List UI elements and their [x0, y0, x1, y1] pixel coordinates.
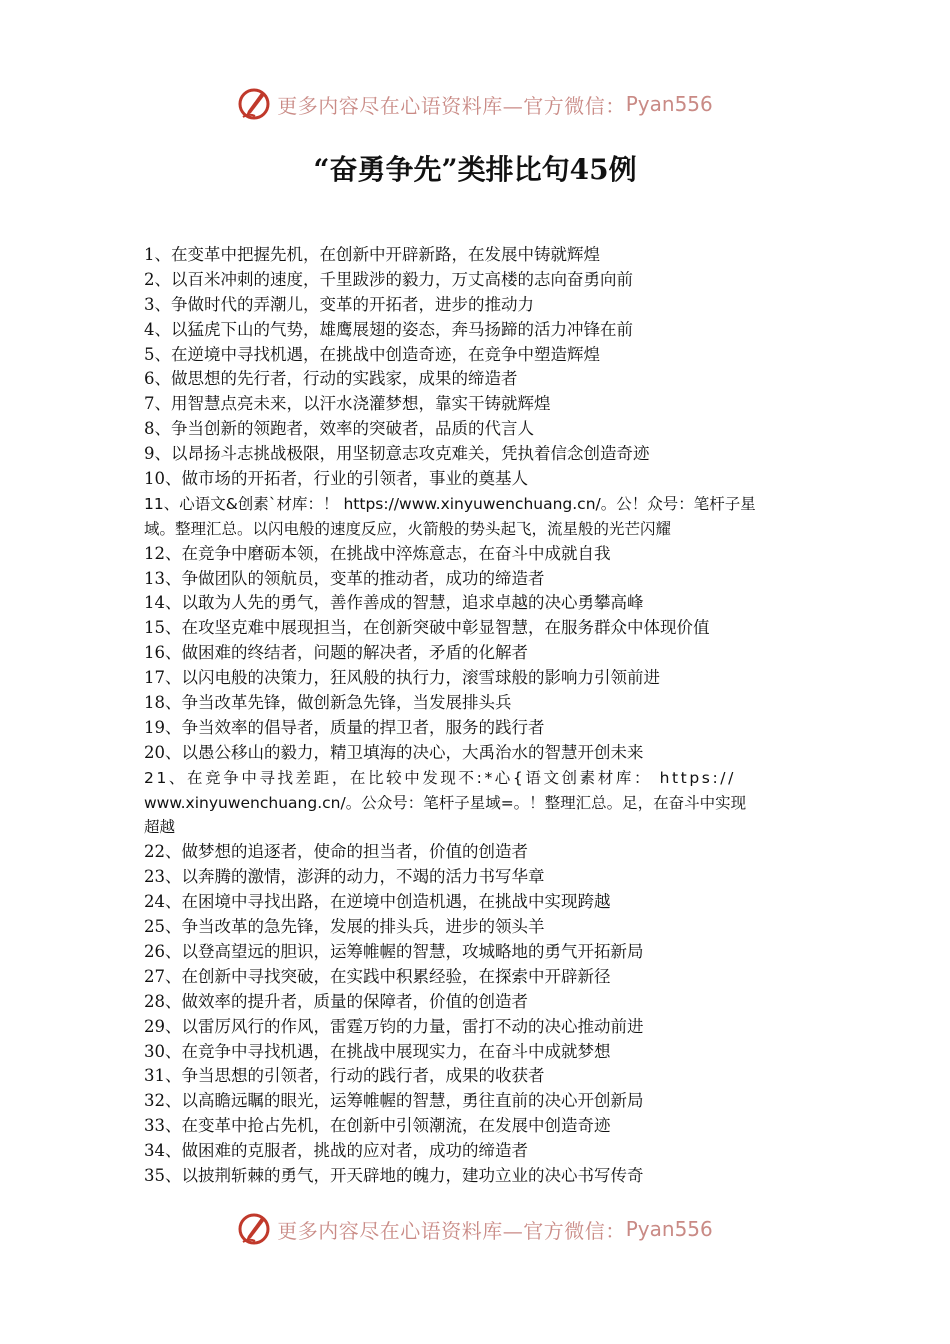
list-item: 22、做梦想的追逐者，使命的担当者，价值的创造者 [144, 842, 528, 862]
list-item: 9、以昂扬斗志挑战极限，用坚韧意志攻克难关，凭执着信念创造奇迹 [144, 444, 650, 464]
list-item: 15、在攻坚克难中展现担当，在创新突破中彰显智慧，在服务群众中体现价值 [144, 618, 710, 638]
watermark-banner-top [0, 84, 950, 124]
watermark-wechat-id: Pyan556 [625, 92, 713, 116]
list-item: 18、争当改革先锋，做创新急先锋，当发展排头兵 [144, 693, 512, 713]
watermark-site-text: 更多内容尽在心语资料库—官方微信： [277, 1218, 626, 1243]
list-item: 6、做思想的先行者，行动的实践家，成果的缔造者 [144, 369, 518, 389]
list-item: 32、以高瞻远瞩的眼光，运筹帷幄的智慧，勇往直前的决心开创新局 [144, 1091, 644, 1111]
list-item: 33、在变革中抢占先机，在创新中引领潮流，在发展中创造奇迹 [144, 1116, 611, 1136]
list-item: 10、做市场的开拓者，行业的引领者，事业的奠基人 [144, 469, 528, 489]
list-item: 13、争做团队的领航员，变革的推动者，成功的缔造者 [144, 568, 545, 588]
list-item: 11、心语文&创素`材库：！ https://www.xinyuwenchuang.cn/。公！众号：笔杆子星 [144, 494, 756, 513]
list-item: 28、做效率的提升者，质量的保障者，价值的创造者 [144, 991, 528, 1011]
list-item: 12、在竞争中磨砺本领，在挑战中淬炼意志，在奋斗中成就自我 [144, 543, 611, 563]
list-item: 21、在竞争中寻找差距，在比较中发现不:*心{语文创素材库： https:// [144, 768, 736, 787]
list-item: 5、在逆境中寻找机遇，在挑战中创造奇迹，在竞争中塑造辉煌 [144, 344, 600, 364]
watermark-wechat-id: Pyan556 [625, 1217, 713, 1241]
list-item: 23、以奔腾的激情，澎湃的动力，不竭的活力书写华章 [144, 867, 545, 887]
sentence-list [144, 243, 810, 1189]
list-item: 31、争当思想的引领者，行动的践行者，成果的收获者 [144, 1066, 545, 1086]
list-item: 域。整理汇总。以闪电般的速度反应，火箭般的势头起飞，流星般的光芒闪耀 [144, 519, 672, 538]
list-item: 2、以百米冲刺的速度，千里跋涉的毅力，万丈高楼的志向奋勇向前 [144, 269, 633, 289]
list-item: 34、做困难的克服者，挑战的应对者，成功的缔造者 [144, 1141, 528, 1161]
list-item: 25、争当改革的急先锋，发展的排头兵，进步的领头羊 [144, 917, 545, 937]
list-item: 26、以登高望远的胆识，运筹帷幄的智慧，攻城略地的勇气开拓新局 [144, 941, 644, 961]
quill-logo-icon [237, 1212, 271, 1246]
list-item: 7、用智慧点亮未来，以汗水浇灌梦想，靠实干铸就辉煌 [144, 394, 551, 414]
watermark-banner-bottom [0, 1209, 950, 1249]
list-item: 16、做困难的终结者，问题的解决者，矛盾的化解者 [144, 643, 528, 663]
list-item: 19、争当效率的倡导者，质量的捍卫者，服务的践行者 [144, 717, 545, 737]
list-item: 17、以闪电般的决策力，狂风般的执行力，滚雪球般的影响力引领前进 [144, 668, 660, 688]
list-item: 8、争当创新的领跑者，效率的突破者，品质的代言人 [144, 419, 534, 439]
list-item: 14、以敢为人先的勇气，善作善成的智慧，追求卓越的决心勇攀高峰 [144, 593, 644, 613]
list-item: 27、在创新中寻找突破，在实践中积累经验，在探索中开辟新径 [144, 966, 611, 986]
list-item: 3、争做时代的弄潮儿，变革的开拓者，进步的推动力 [144, 294, 534, 314]
quill-logo-icon [237, 87, 271, 121]
list-item: 超越 [144, 818, 176, 837]
list-item: 30、在竞争中寻找机遇，在挑战中展现实力，在奋斗中成就梦想 [144, 1041, 611, 1061]
document-title: “奋勇争先”类排比句45例 [313, 153, 637, 186]
list-item: 1、在变革中把握先机，在创新中开辟新路，在发展中铸就辉煌 [144, 245, 600, 264]
list-item: 4、以猛虎下山的气势，雄鹰展翅的姿态，奔马扬蹄的活力冲锋在前 [144, 319, 633, 339]
watermark-site-text: 更多内容尽在心语资料库—官方微信： [277, 93, 626, 118]
list-item: www.xinyuwenchuang.cn/。公众号：笔杆子星域=。！整理汇总。足，在奋斗中实现 [144, 793, 747, 812]
list-item: 35、以披荆斩棘的勇气，开天辟地的魄力，建功立业的决心书写传奇 [144, 1165, 644, 1185]
list-item: 20、以愚公移山的毅力，精卫填海的决心，大禹治水的智慧开创未来 [144, 742, 644, 762]
list-item: 24、在困境中寻找出路，在逆境中创造机遇，在挑战中实现跨越 [144, 892, 611, 912]
list-item: 29、以雷厉风行的作风，雷霆万钧的力量，雷打不动的决心推动前进 [144, 1016, 644, 1036]
